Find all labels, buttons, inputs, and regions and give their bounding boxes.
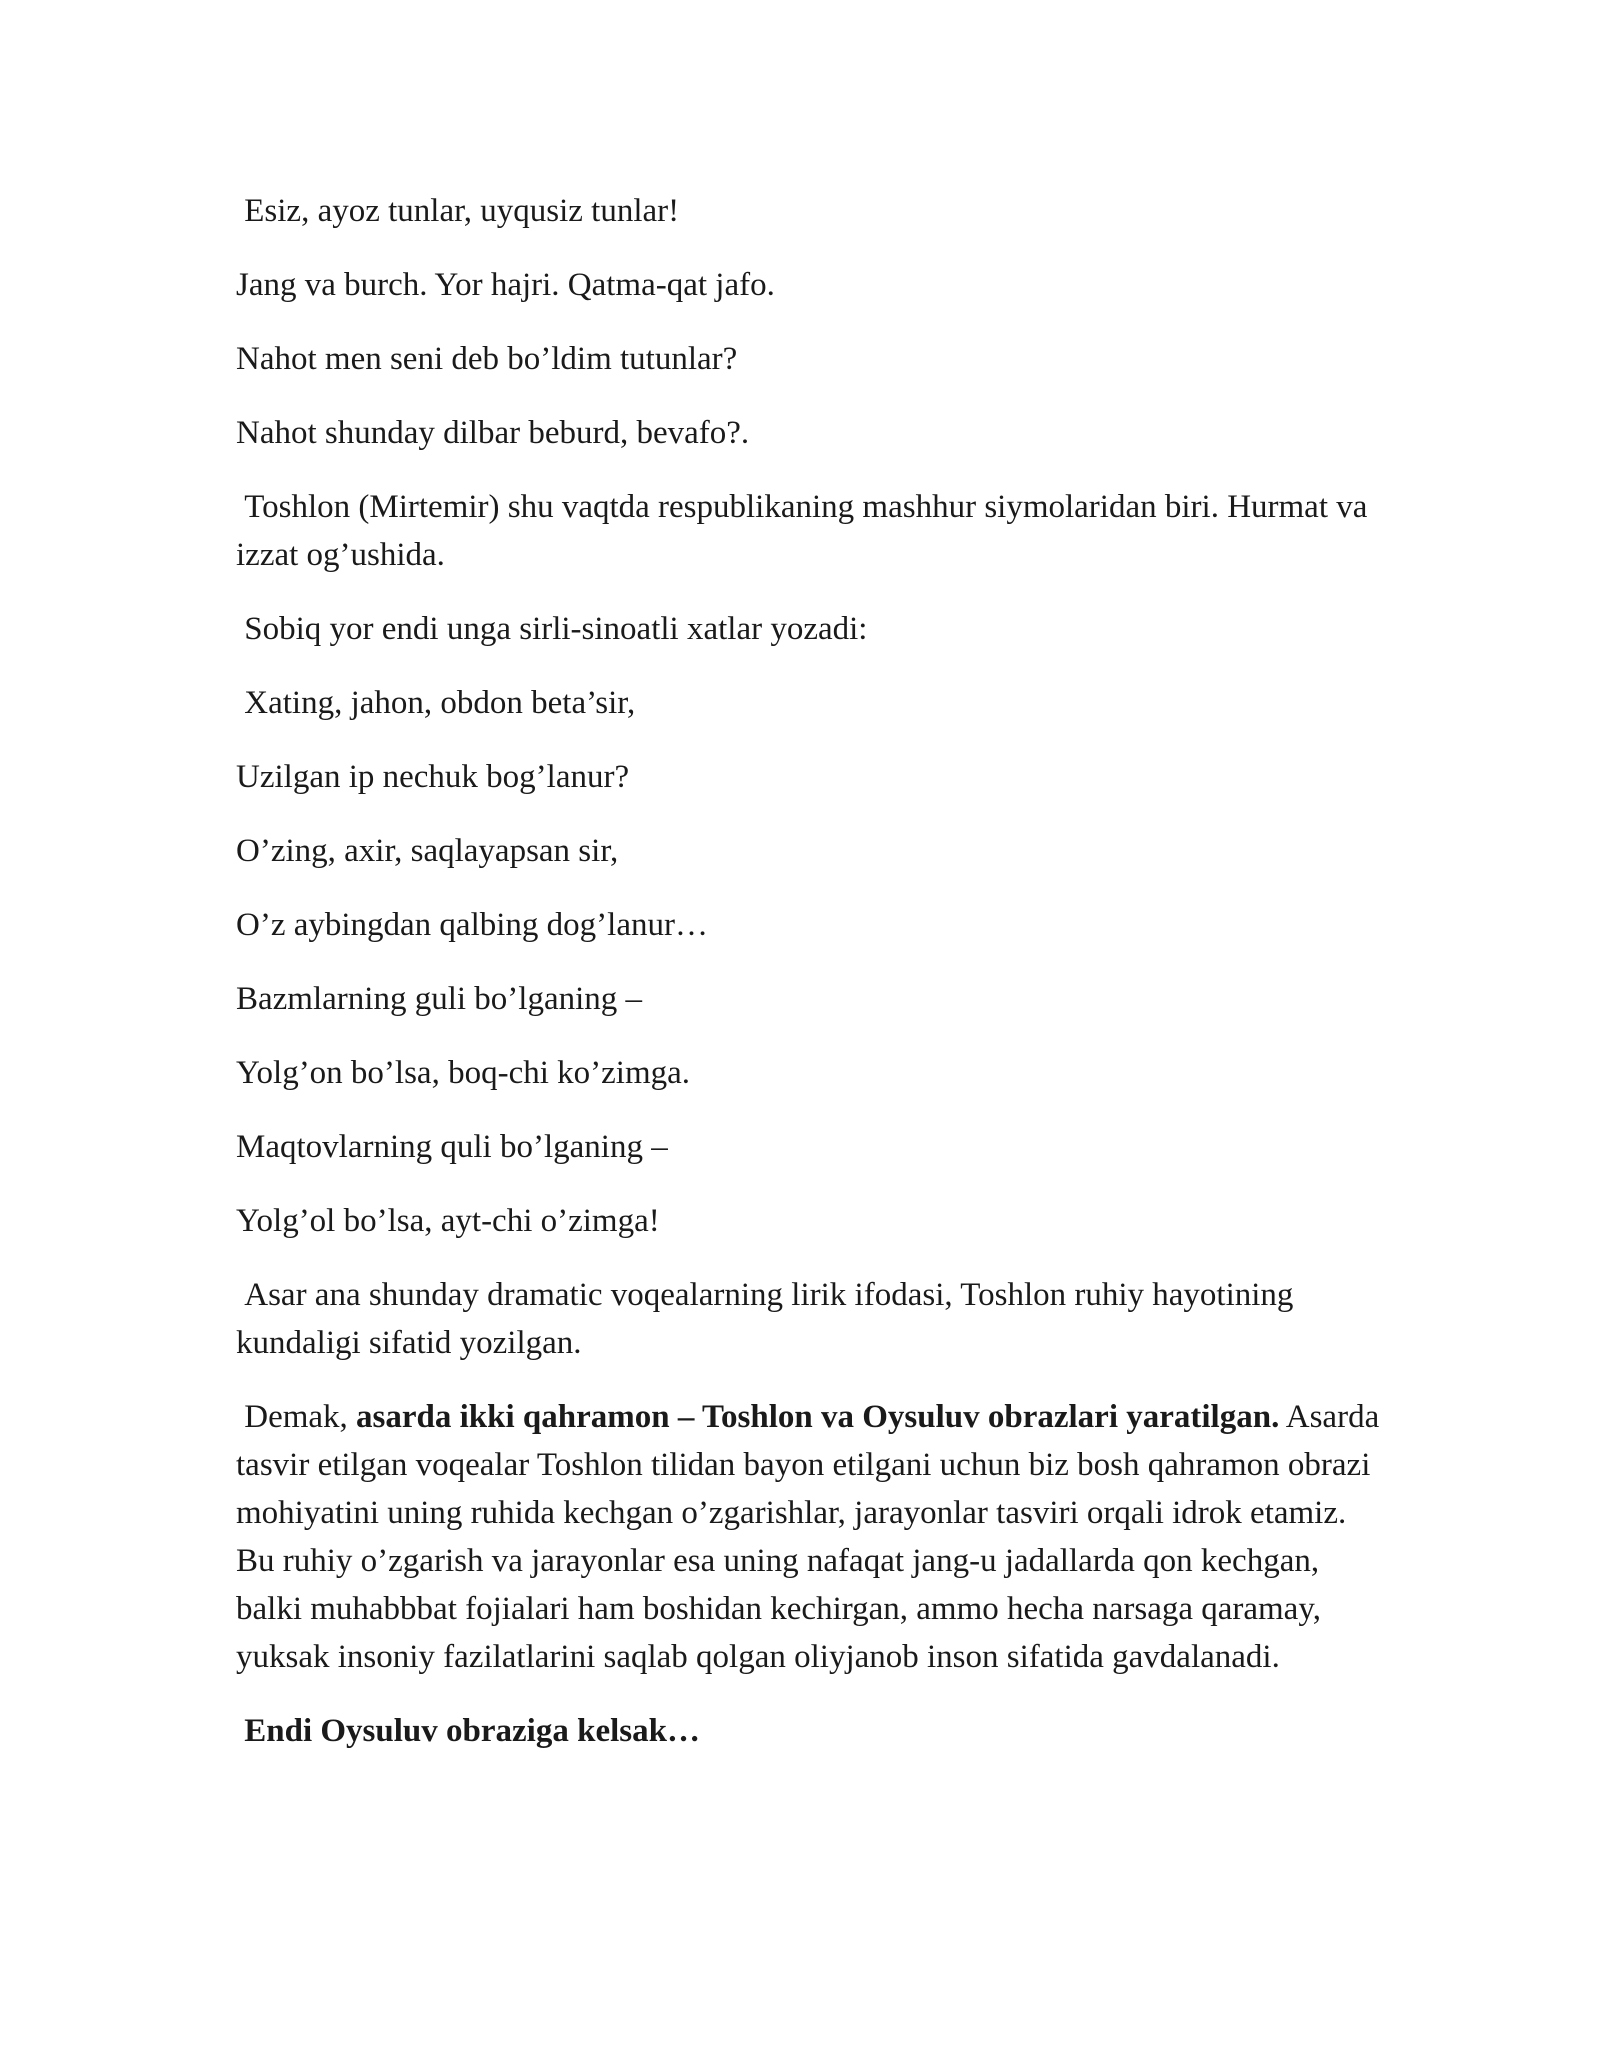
body-paragraph: Toshlon (Mirtemir) shu vaqtda respublikaning mashhur siymolaridan biri. Hurmat va izzat og’ushida. [236,489,1376,573]
poem-line: O’zing, axir, saqlayapsan sir, [236,833,619,869]
document-body [236,187,1386,1781]
poem-line: O’z aybingdan qalbing dog’lanur… [236,907,708,943]
paragraph-lead: Demak, [236,1399,357,1435]
paragraph-rest: Asarda tasvir etilgan voqealar Toshlon tilidan bayon etilgani uchun biz bosh qahramon obrazi mohiyatini uning ruhida kechgan o’zgarishlar, jarayonlar tasviri orqali idrok etamiz. Bu ruhiy o’zgarish va jarayonlar esa uning nafaqat jang-u jadallarda qon kechgan, balki muhabbbat fojialari ham boshidan kechirgan, ammo hecha narsaga qaramay, yuksak insoniy fazilatlarini saqlab qolgan oliyjanob inson sifatida gavdalanadi. [236,1399,1388,1675]
poem-line: Maqtovlarning quli bo’lganing – [236,1129,668,1165]
body-paragraph: Asar ana shunday dramatic voqealarning lirik ifodasi, Toshlon ruhiy hayotining kundaligi sifatid yozilgan. [236,1277,1302,1361]
poem-line: Nahot shunday dilbar beburd, bevafo?. [236,415,750,451]
poem-line: Bazmlarning guli bo’lganing – [236,981,643,1017]
poem-line: Nahot men seni deb bo’ldim tutunlar? [236,341,738,377]
poem-line: Uzilgan ip nechuk bog’lanur? [236,759,630,795]
closing-heading: Endi Oysuluv obraziga kelsak… [236,1713,700,1749]
poem-line: Esiz, ayoz tunlar, uyqusiz tunlar! [236,193,680,229]
poem-line: Jang va burch. Yor hajri. Qatma-qat jafo. [236,267,775,303]
poem-line: Yolg’on bo’lsa, boq-chi ko’zimga. [236,1055,691,1091]
body-paragraph: Sobiq yor endi unga sirli-sinoatli xatlar yozadi: [236,611,868,647]
body-paragraph [236,1393,1386,1681]
poem-line: Xating, jahon, obdon beta’sir, [236,685,636,721]
poem-line: Yolg’ol bo’lsa, ayt-chi o’zimga! [236,1203,660,1239]
bold-statement: asarda ikki qahramon – Toshlon va Oysuluv obrazlari yaratilgan. [356,1399,1280,1435]
